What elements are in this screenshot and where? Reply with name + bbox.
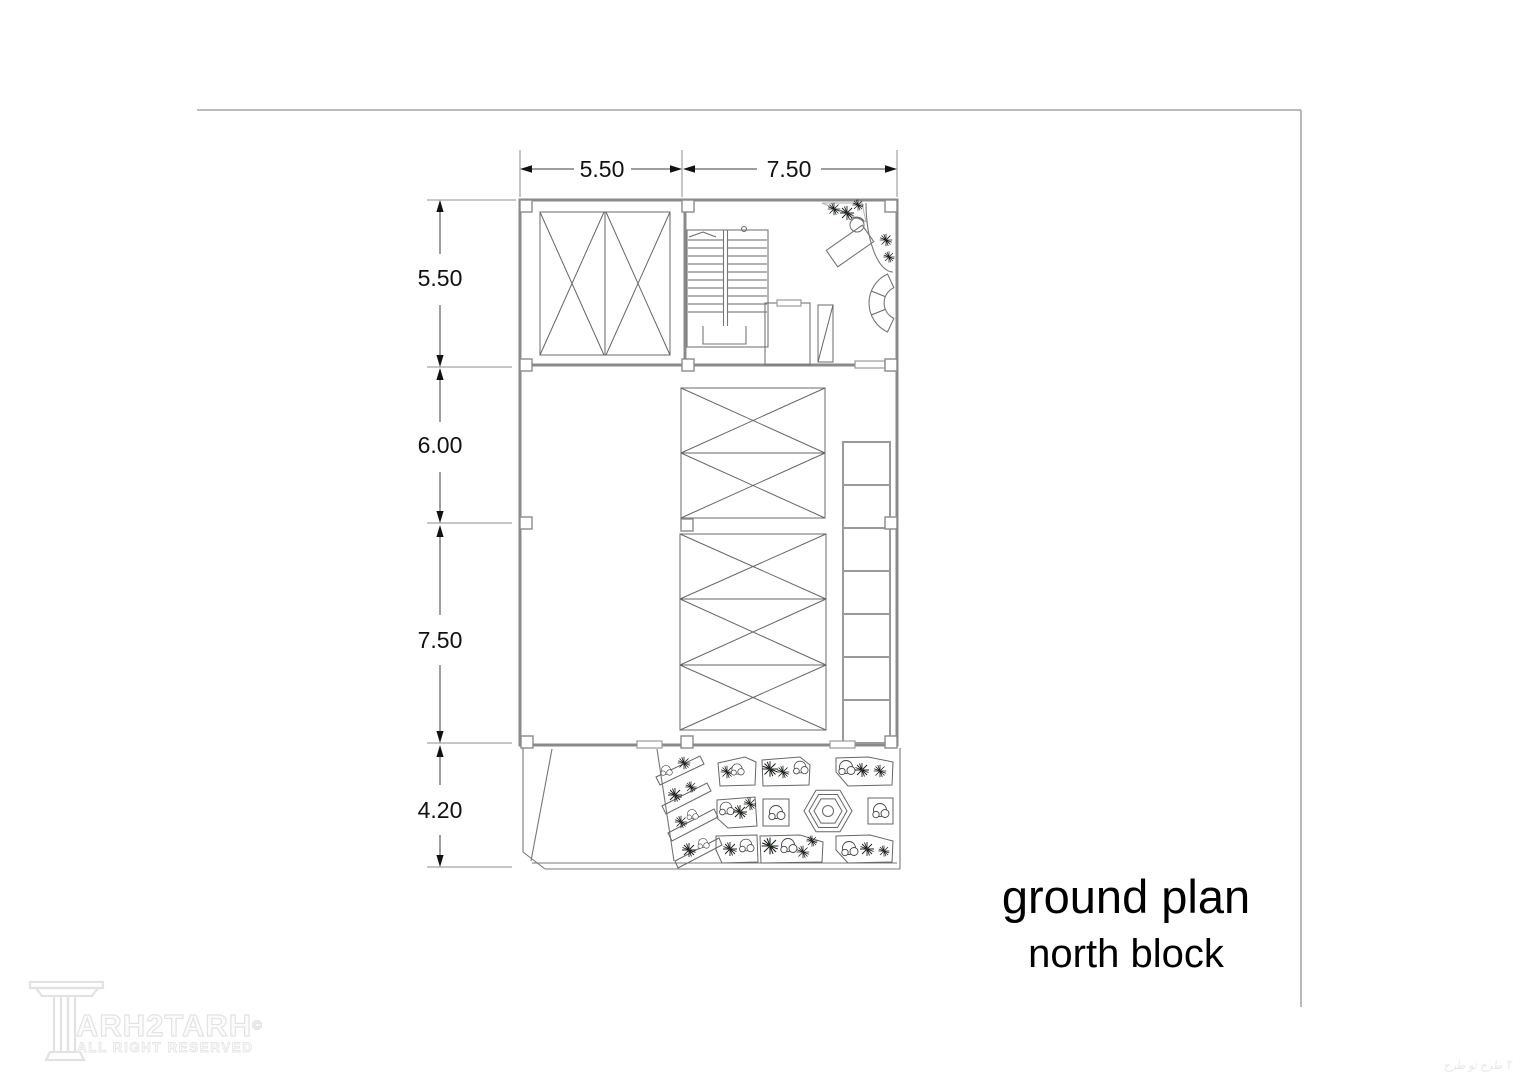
garden [523,741,900,869]
void-opening-lower [680,534,826,730]
dim-top-1: 5.50 [579,156,625,182]
drawing-title [993,872,1259,976]
corner-cut [523,852,545,869]
door-sill [777,300,801,306]
dim-left-4: 4.20 [417,797,463,823]
void-opening-upper [681,388,825,518]
watermark [28,978,288,1068]
garden-door-sill [830,741,855,748]
ramp-path-edge [531,749,552,861]
watermark-tagline: ALL RIGHT RESERVED [77,1040,254,1055]
elevator-shaft [540,212,670,355]
dim-left-3: 7.50 [417,627,463,653]
door-sill [855,361,885,368]
footer-note-persian: طرح تو طرح T [1442,1060,1513,1072]
dim-left-1: 5.50 [417,265,463,291]
garden-door-sill [637,741,662,748]
copyright-icon: © [252,1017,262,1033]
dim-top-2: 7.50 [766,156,812,182]
watermark-brand-name: ARH2TARH [76,1008,253,1043]
storage-lockers [843,442,890,743]
reception-desk [826,225,874,267]
service-room [765,300,810,365]
garden-plants [661,757,890,859]
title-line-1: ground plan [1001,870,1251,923]
dimension-top [520,150,897,197]
title-line-2: north block [1028,932,1224,976]
stair-direction-mark [689,232,716,237]
watermark-brand [76,1008,262,1044]
stair-landing [703,326,746,344]
dim-left-2: 6.00 [417,432,463,458]
corner-plants [822,199,895,262]
columns [520,200,897,748]
hexagonal-fountain [804,790,852,832]
office-chair [850,217,864,232]
building-walls [520,200,897,745]
dimension-left [418,200,516,867]
curved-sofa [869,274,894,332]
door-leaf [818,305,833,362]
staircase [687,227,768,348]
